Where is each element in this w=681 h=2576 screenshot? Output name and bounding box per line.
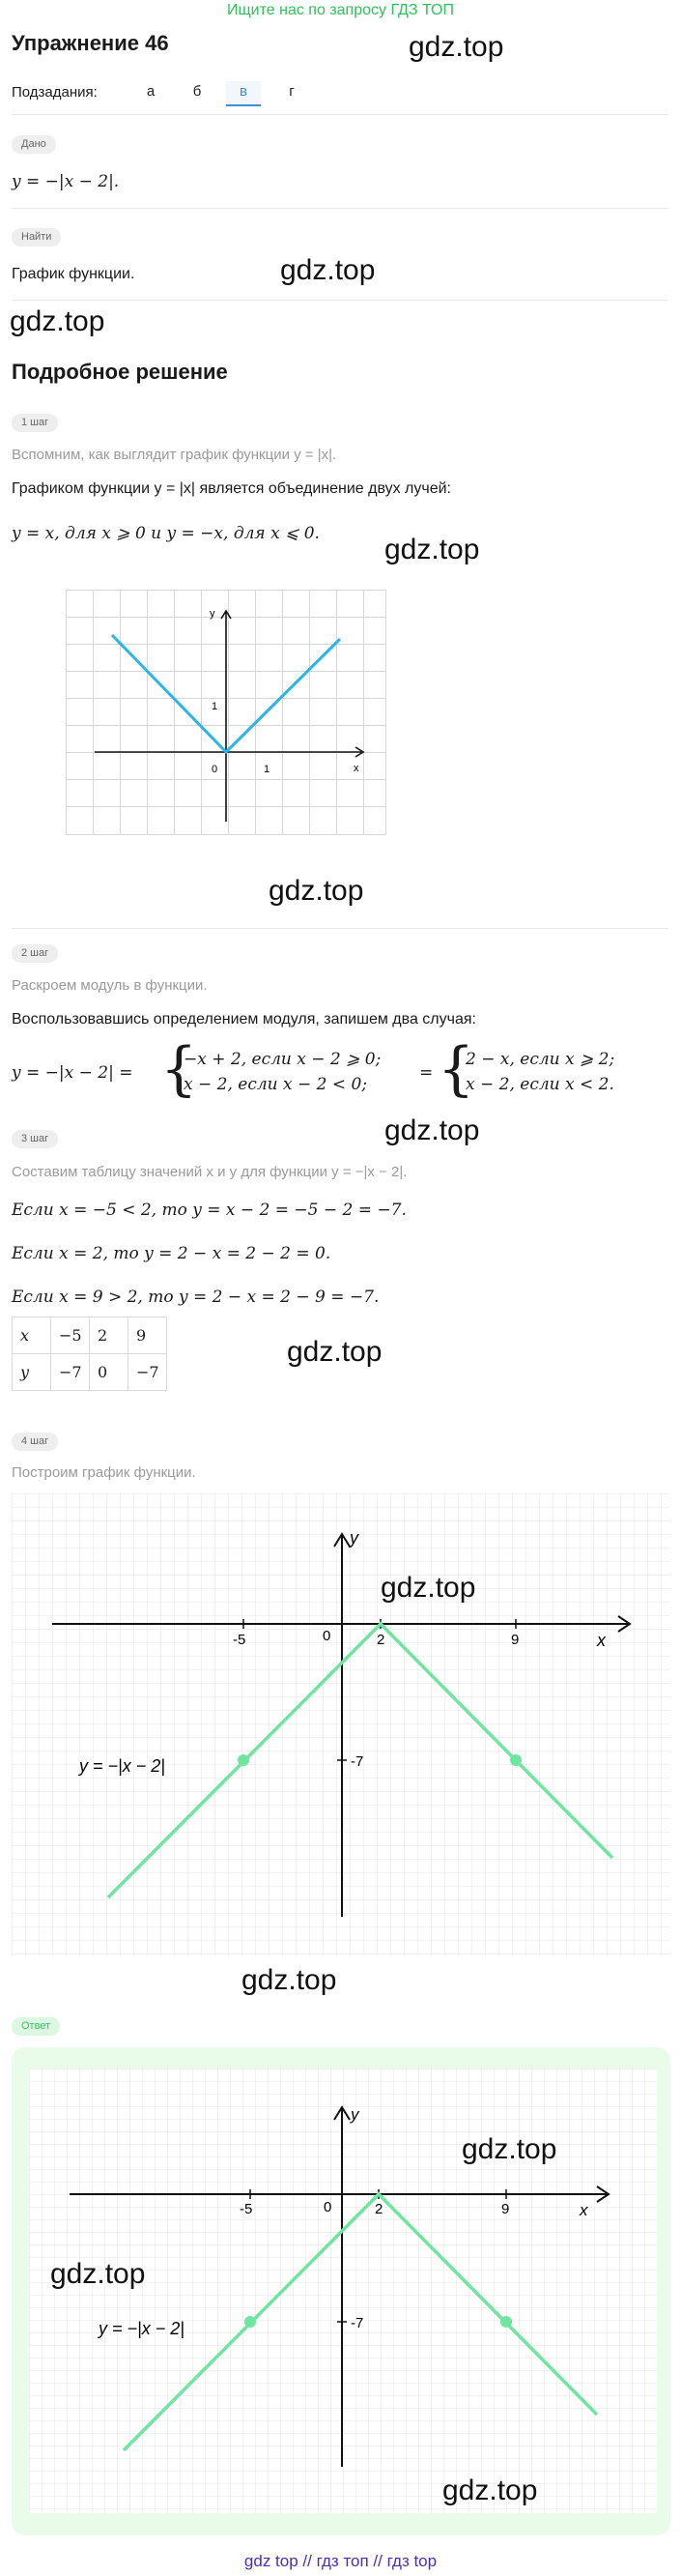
watermark: gdz.top: [462, 2133, 557, 2165]
axis-y-label: y: [351, 2105, 359, 2124]
divider: [12, 114, 668, 115]
watermark: gdz.top: [384, 534, 480, 565]
step3-chip: 3 шаг: [12, 1130, 58, 1148]
brace: {: [438, 1035, 475, 1103]
given-chip: Дано: [12, 135, 56, 154]
step3-hint: Составим таблицу значений x и y для функции y = −|x − 2|.: [12, 1164, 408, 1180]
case2-a: 2 − x, если x ⩾ 2;: [466, 1050, 615, 1069]
axis-y-label: y: [350, 1528, 358, 1548]
divider: [12, 928, 668, 929]
top-banner[interactable]: Ищите нас по запросу ГДЗ ТОП: [227, 2, 454, 18]
values-table: [12, 1317, 167, 1391]
tick-y-m7: -7: [351, 2315, 364, 2331]
table-cell: x: [13, 1317, 51, 1354]
step2-chip: 2 шаг: [12, 944, 58, 963]
tick-x-m5: -5: [240, 2201, 253, 2217]
origin-label: 0: [324, 2199, 332, 2215]
point-m5: [238, 1754, 249, 1766]
tick-x-1: 1: [264, 764, 270, 775]
graph-abs-x: [66, 590, 386, 836]
function-label: y = −|x − 2|: [99, 2319, 184, 2338]
graph-step4: [12, 1493, 670, 1955]
axis-x-label: x: [354, 763, 359, 774]
brace: {: [160, 1035, 198, 1103]
answer-chip: Ответ: [12, 2017, 60, 2036]
tick-y-m7: -7: [351, 1753, 364, 1770]
watermark: gdz.top: [381, 1572, 476, 1604]
axis-x-label: x: [597, 1631, 606, 1650]
divider: [12, 208, 668, 209]
find-chip: Найти: [12, 228, 61, 246]
watermark: gdz.top: [442, 2475, 538, 2506]
table-cell: y: [13, 1354, 51, 1391]
step1-formula: y = x, для x ⩾ 0 и y = −x, для x ⩽ 0.: [12, 524, 320, 543]
watermark: gdz.top: [10, 305, 105, 337]
tick-x-m5: -5: [233, 1632, 246, 1648]
point-9: [510, 1754, 522, 1766]
tick-y-1: 1: [212, 701, 218, 712]
solution-title: Подробное решение: [12, 360, 228, 384]
step2-lhs: y = −|x − 2| =: [12, 1063, 133, 1083]
table-cell: −5: [51, 1317, 90, 1354]
step2-hint: Раскроем модуль в функции.: [12, 977, 208, 994]
point-m5: [244, 2316, 256, 2328]
case2-b: x − 2, если x < 2.: [466, 1075, 614, 1094]
point-9: [500, 2316, 512, 2328]
tick-x-2: 2: [375, 2201, 383, 2217]
step3-line1: Если x = −5 < 2, то y = x − 2 = −5 − 2 = −7.: [12, 1201, 407, 1220]
tab-a[interactable]: а: [146, 83, 156, 100]
step1-text: Графиком функции y = |x| является объединение двух лучей:: [12, 480, 451, 497]
case1-b: x − 2, если x − 2 < 0;: [184, 1075, 368, 1094]
table-cell: 9: [128, 1317, 167, 1354]
watermark: gdz.top: [280, 254, 376, 286]
origin-label: 0: [323, 1628, 331, 1644]
origin-label: 0: [212, 764, 218, 775]
table-cell: 2: [90, 1317, 128, 1354]
footer-links[interactable]: gdz top // гдз топ // гдз top: [243, 2552, 438, 2570]
watermark: gdz.top: [50, 2258, 146, 2290]
function-label: y = −|x − 2|: [79, 1756, 165, 1776]
page-title: Упражнение 46: [12, 31, 169, 55]
watermark: gdz.top: [269, 875, 364, 907]
tick-x-2: 2: [377, 1632, 385, 1648]
graph-answer: [29, 2069, 657, 2513]
step3-line2: Если x = 2, то y = 2 − x = 2 − 2 = 0.: [12, 1244, 331, 1263]
tick-x-9: 9: [511, 1632, 520, 1648]
given-formula: y = −|x − 2|.: [12, 172, 120, 191]
step4-chip: 4 шаг: [12, 1433, 58, 1451]
table-cell: 0: [90, 1354, 128, 1391]
axis-y-label: y: [210, 608, 215, 620]
table-cell: −7: [51, 1354, 90, 1391]
watermark: gdz.top: [241, 1964, 337, 1996]
watermark: gdz.top: [384, 1114, 480, 1146]
tick-x-9: 9: [501, 2201, 510, 2217]
step4-hint: Построим график функции.: [12, 1464, 196, 1481]
tab-v[interactable]: в: [226, 81, 261, 106]
step2-text: Воспользовавшись определением модуля, запишем два случая:: [12, 1011, 476, 1028]
watermark: gdz.top: [287, 1336, 383, 1368]
subtasks-label: Подзадания:: [12, 84, 98, 101]
case1-a: −x + 2, если x − 2 ⩾ 0;: [184, 1050, 382, 1069]
table-cell: −7: [128, 1354, 167, 1391]
find-text: График функции.: [12, 266, 135, 282]
step2-eq: =: [419, 1063, 434, 1083]
step1-chip: 1 шаг: [12, 414, 58, 432]
table-row: [13, 1354, 167, 1391]
axis-x-label: x: [580, 2201, 588, 2219]
table-row: [13, 1317, 167, 1354]
divider: [12, 300, 668, 301]
tab-b[interactable]: б: [192, 83, 202, 100]
step1-hint: Вспомним, как выглядит график функции y = |x|.: [12, 447, 337, 463]
watermark: gdz.top: [409, 31, 504, 63]
tab-g[interactable]: г: [289, 83, 295, 100]
step3-line3: Если x = 9 > 2, то y = 2 − x = 2 − 9 = −7.: [12, 1288, 380, 1307]
